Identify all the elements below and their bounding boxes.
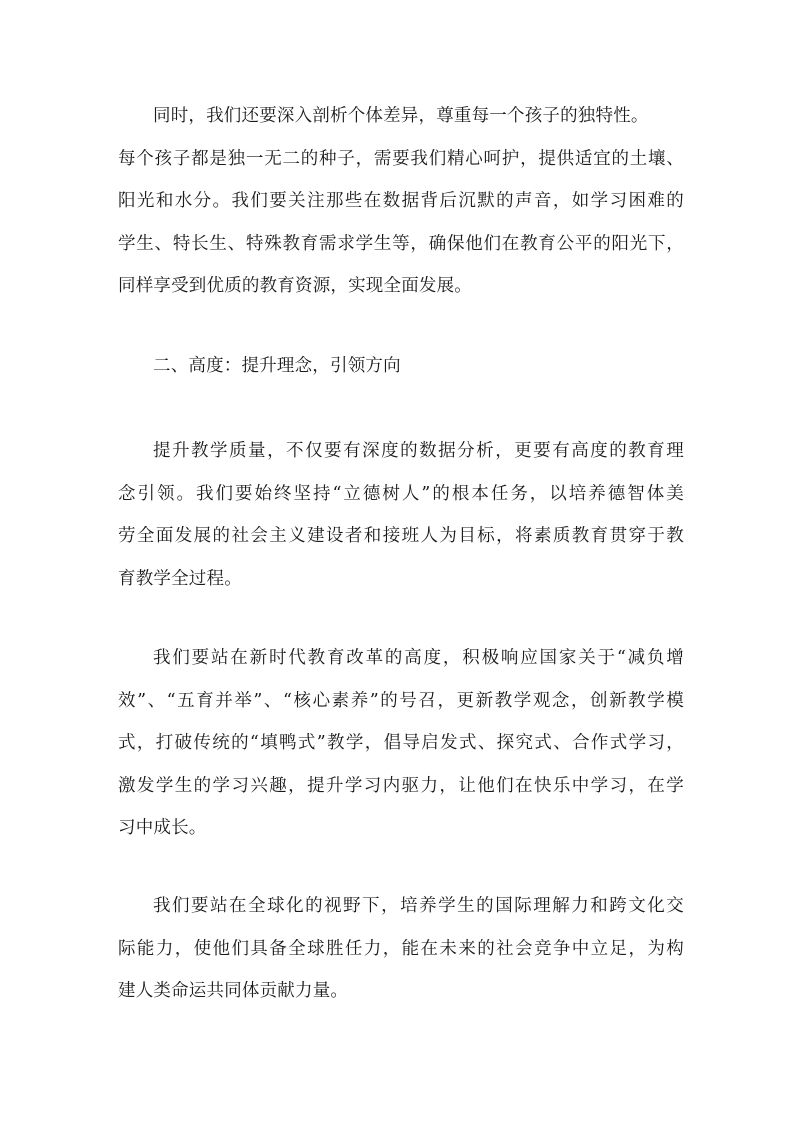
text-line: 育教学全过程。 [118,568,242,589]
section-heading [118,345,684,388]
paragraph-global-vision [118,885,684,1013]
text-line: 效”、“五育并举”、“核心素养”的号召，更新教学观念，创新教学模 [118,690,684,711]
text-line: 同时，我们还要深入剖析个体差异，尊重每一个孩子的独特性。 [153,106,649,126]
text-line: 提升教学质量，不仅要有深度的数据分析，更要有高度的教育理 [153,441,684,461]
paragraph-individual-differences [118,95,684,308]
text-line: 际能力，使他们具备全球胜任力，能在未来的社会竞争中立足，为构 [118,938,684,959]
text-line: 习中成长。 [118,818,207,838]
text-line: 我们要站在新时代教育改革的高度，积极响应国家关于“减负增 [153,648,684,668]
paragraph-education-reform [118,637,684,850]
text-line: 念引领。我们要始终坚持“立德树人”的根本任务，以培养德智体美 [118,483,684,504]
text-line: 学生、特长生、特殊教育需求学生等，确保他们在教育公平的阳光下， [118,233,684,254]
text-line: 同样享受到优质的教育资源，实现全面发展。 [118,276,472,296]
text-line: 劳全面发展的社会主义建设者和接班人为目标，将素质教育贯穿于教 [118,526,684,546]
text-line: 阳光和水分。我们要关注那些在数据背后沉默的声音，如学习困难的 [118,191,684,211]
paragraph-education-concept [118,430,684,600]
text-line: 激发学生的学习兴趣，提升学习内驱力，让他们在快乐中学习，在学 [118,775,684,796]
text-line: 式，打破传统的“填鸭式”教学，倡导启发式、探究式、合作式学习， [118,733,684,753]
text-line: 建人类命运共同体贡献力量。 [118,981,349,1001]
text-line: 每个孩子都是独一无二的种子，需要我们精心呵护，提供适宜的土壤、 [118,148,684,169]
text-line: 我们要站在全球化的视野下，培养学生的国际理解力和跨文化交 [153,896,684,916]
heading-text: 二、高度：提升理念，引领方向 [153,356,401,376]
